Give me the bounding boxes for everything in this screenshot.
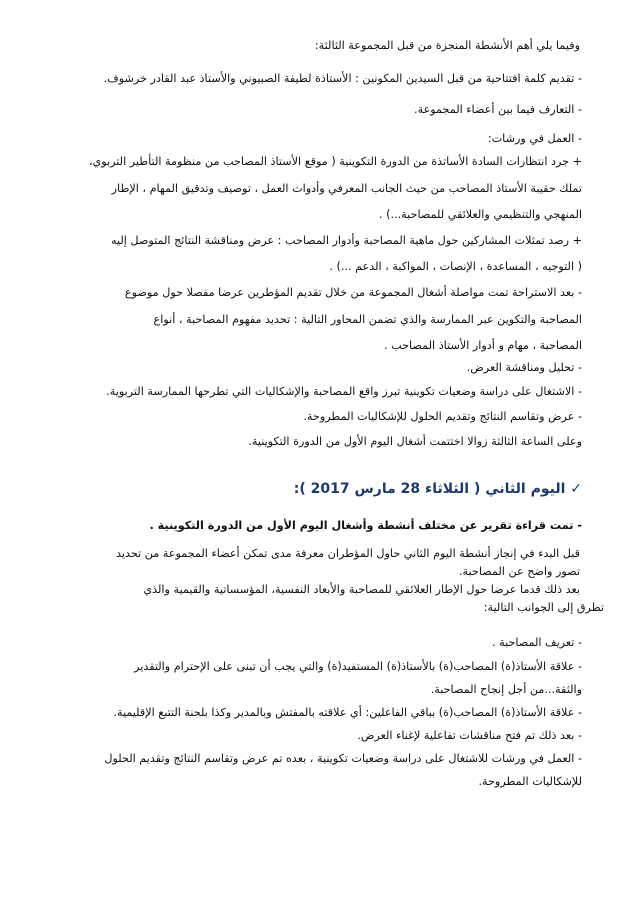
activity-line-2: - التعارف فيما بين أعضاء المجموعة. bbox=[414, 103, 582, 116]
closing-line: وعلى الساعة الثالثة زوالا اختتمت أشغال اليوم الأول من الدورة التكوينية. bbox=[248, 435, 582, 448]
activity-line-1: - تقديم كلمة افتتاحية من قبل السيدين المكونين : الأستاذة لطيفة الصبيوني والأستاذ عبد القادر خرشوف. bbox=[103, 72, 582, 85]
activity-line-10: المصاحبة والتكوين عبر الممارسة والذي تضمن المحاور التالية : تحديد مفهوم المصاحبة ، أنواع bbox=[153, 313, 582, 326]
day2-list-line-7: للإشكاليات المطروحة. bbox=[478, 775, 582, 788]
activity-line-14: - عرض وتقاسم النتائج وتقديم الحلول للإشكاليات المطروحة. bbox=[303, 410, 582, 423]
day2-list-line-6: - العمل في ورشات للاشتغال على دراسة وضعيات تكوينية ، بعده تم عرض وتقاسم النتائج وتقديم الحلول bbox=[104, 752, 582, 765]
day2-heading bbox=[294, 482, 582, 496]
checkmark-icon: ✓ bbox=[570, 481, 582, 497]
day2-para-line-2: تصور واضح عن المصاحبة. bbox=[458, 565, 580, 578]
day2-para-line-4: تطرق إلى الجوانب التالية: bbox=[483, 601, 604, 614]
day2-para-line-1: قبل البدء في إنجاز أنشطة اليوم الثاني حاول المؤطران معرفة مدى تمكن أعضاء المجموعة من تحديد bbox=[115, 547, 580, 560]
day2-subheading: - تمت قراءة تقرير عن مختلف أنشطة وأشغال اليوم الأول من الدورة التكوينية . bbox=[149, 519, 582, 532]
activity-line-11: المصاحبة ، مهام و أدوار الأستاذ المصاحب . bbox=[384, 339, 582, 352]
day2-heading-text: اليوم الثاني ( الثلاثاء 28 مارس 2017 ): bbox=[293, 481, 566, 497]
activity-line-9: - بعد الاستراحة تمت مواصلة أشغال المجموعة من خلال تقديم المؤطرين عرضا مفصلا حول موضوع bbox=[124, 286, 582, 299]
day2-list-line-2: - علاقة الأستاذ(ة) المصاحب(ة) بالأستاذ(ة) المستفيد(ة) والتي يجب أن تبنى على الإحترام والتقدير bbox=[134, 660, 582, 673]
activity-line-4: + جرد انتظارات السادة الأساتذة من الدورة التكوينية ( موقع الأستاذ المصاحب من منظومة التأطير التربوي، bbox=[88, 155, 582, 168]
day2-list-line-4: - علاقة الأستاذ(ة) المصاحب(ة) بباقي الفاعلين: أي علاقته بالمفتش وبالمدير وكذا بلجنة التتبع الإقليمية. bbox=[113, 706, 582, 719]
day2-list-line-1: - تعريف المصاحبة . bbox=[491, 636, 582, 649]
intro-line: وفيما يلي أهم الأنشطة المنجزة من قبل المجموعة الثالثة: bbox=[314, 39, 580, 52]
activity-line-3: - العمل في ورشات: bbox=[487, 132, 582, 145]
activity-line-7: + رصد تمثلات المشاركين حول ماهية المصاحبة وأدوار المصاحب : عرض ومناقشة النتائج المتوصل إليه bbox=[110, 234, 582, 247]
activity-line-8: ( التوجيه ، المساعدة ، الإنصات ، المواكبة ، الدعم ...) . bbox=[329, 260, 582, 273]
day2-list-line-3: والثقة...من أجل إنجاح المصاحبة. bbox=[430, 683, 582, 696]
day2-para-line-3: بعد ذلك قدما عرضا حول الإطار العلائقي للمصاحبة والأبعاد النفسية، المؤسساتية والقيمية والذي bbox=[143, 583, 580, 596]
activity-line-12: - تحليل ومناقشة العرض. bbox=[466, 361, 582, 374]
activity-line-5: تملك حقيبة الأستاذ المصاحب من حيث الجانب المعرفي وأدوات العمل ، توصيف وتدقيق المهام ، الإطار bbox=[111, 182, 582, 195]
activity-line-6: المنهجي والتنظيمي والعلائقي للمصاحبة...) . bbox=[379, 208, 582, 221]
activity-line-13: - الاشتغال على دراسة وضعيات تكوينية تبرز واقع المصاحبة والإشكاليات التي تطرحها الممارسة التربوية. bbox=[106, 385, 582, 398]
day2-list-line-5: - بعد ذلك تم فتح مناقشات تفاعلية لإغناء العرض. bbox=[357, 729, 582, 742]
